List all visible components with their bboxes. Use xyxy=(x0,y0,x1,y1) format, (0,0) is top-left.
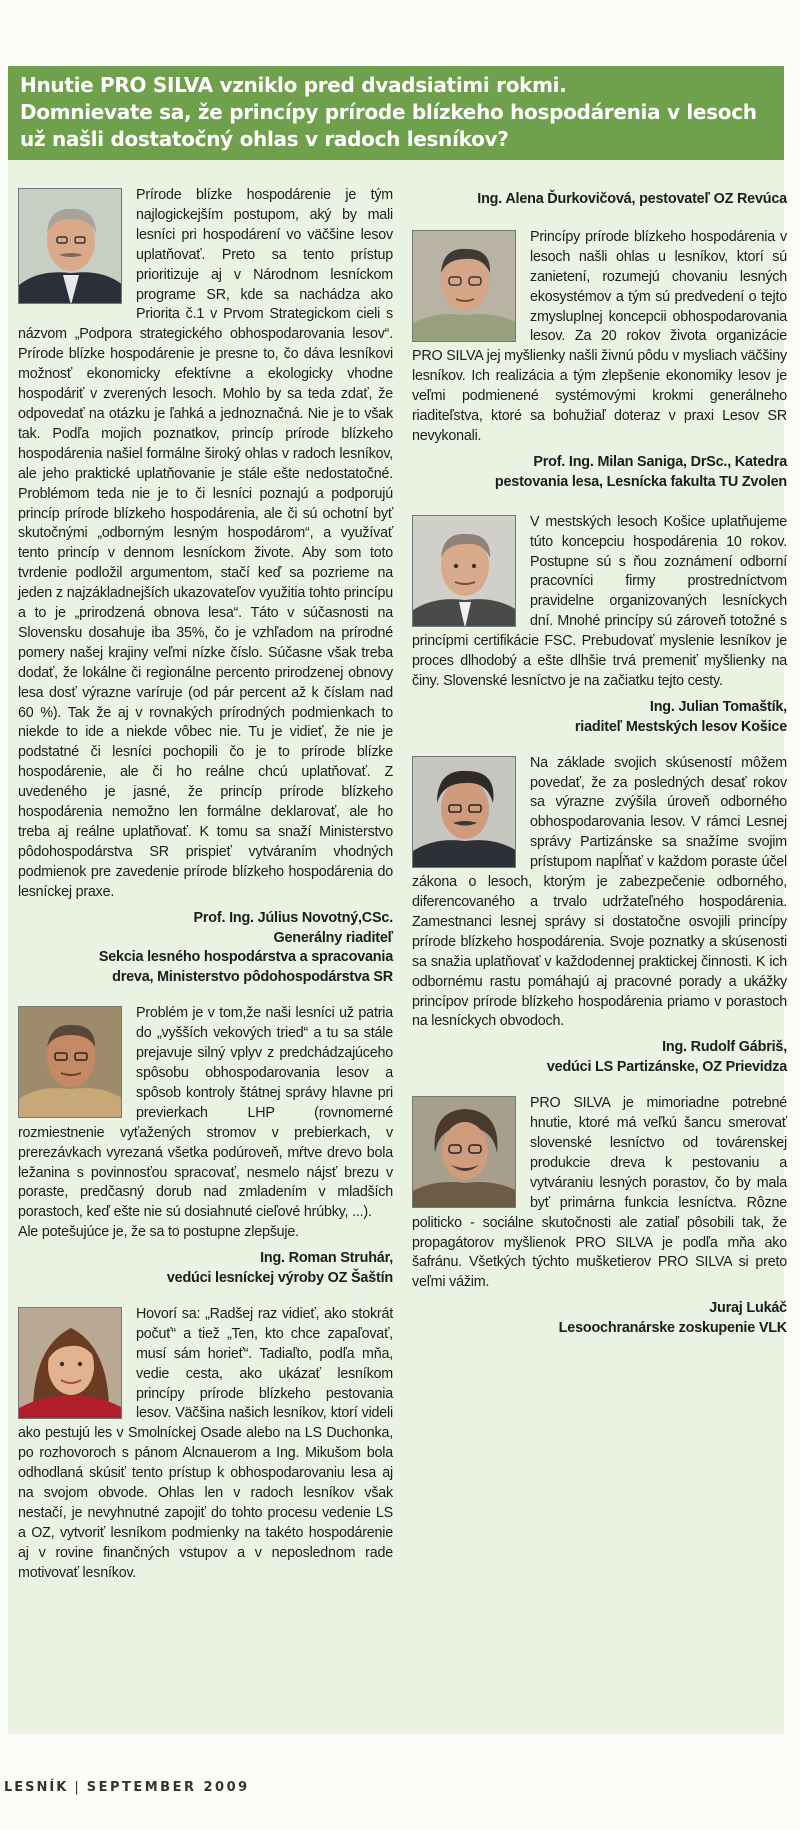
answer-durkovicova xyxy=(18,1305,393,1584)
signature-name: Ing. Alena Ďurkovičová, pestovateľ OZ Revúca xyxy=(477,191,787,207)
question-line-1: Hnutie PRO SILVA vzniklo pred dvadsiatimi rokmi. xyxy=(20,73,567,97)
portrait-photo-saniga xyxy=(412,230,516,342)
portrait-photo-lukac xyxy=(412,1096,516,1208)
spacer xyxy=(412,210,787,228)
signature-name: Ing. Rudolf Gábriš, xyxy=(662,1039,787,1056)
left-column xyxy=(18,186,393,1584)
answer-struhar xyxy=(18,1004,393,1289)
signature xyxy=(18,1249,393,1289)
signature-role: vedúci lesníckej výroby OZ Šaštín xyxy=(166,1270,393,1287)
answer-tomastik xyxy=(412,513,787,738)
portrait-photo-tomastik xyxy=(412,515,516,627)
answer-text: Hovorí sa: „Radšej raz vidieť, ako stokrát počuť“ a tiež „Ten, kto chce zapaľovať, musí sám horieť“. Tadiaľto, podľa mňa, vedie cesta, ako ukázať lesníkom princípy prírode blízkeho pestovania lesov. Väčšina našich lesníkov, ktorí videli ako pestujú les v Smolníckej Osade alebo na LS Duchonka, po rozhovoroch s pánom Alcnauerom a Ing. Mikušom bola odhodlaná skúsiť tento prístup k obhospodarovaniu lesa aj na svojom obvode. Ohlas len v radoch lesníkov však nestačí, je nevyhnutné zapojiť do tohto procesu vedenie LS a OZ, vytvoriť lesníkom podmienky na takéto hospodárenie aj v rovine finančných vstupov a v neposlednom rade motivovať lesníkov. xyxy=(18,1305,393,1581)
answer-text: PRO SILVA je mimoriadne potrebné hnutie, ktoré má veľkú šancu smerovať slovenské lesníctvo od továrenskej produkcie dreva k pestovaniu a vytváraniu lesných porastov, čo by mala byť primárna funkcia lesníctva. Rôzne politicko - sociálne skutočnosti ale zatiaľ pôsobili tak, že propagátorov myšlienok PRO SILVA je podľa mňa ako šafránu. Všetkých týchto mušketierov PRO SILVA si preto veľmi vážim. xyxy=(412,1095,787,1291)
signature-name: Ing. Julian Tomaštík, xyxy=(649,698,787,715)
answer-novotny xyxy=(18,186,393,988)
signature-org: dreva, Ministerstvo pôdohospodárstva SR xyxy=(112,969,393,986)
answer-text: Problém je v tom,že naši lesníci už patria do „vyšších vekových tried“ a tu sa stále prejavuje silný vplyv z predchádzajúceho spôsobu obhospodarovania lesov a spôsob kontroly štátnej správy hlavne pri previerkach LHP (rovnomerné rozmiestnenie vyťažených stromov v prebierkach, v prerezávkach vyrezaná všetka podúroveň, mŕtve drevo bola ležanina s povinnosťou spracovať, nesmelo nájsť brezu v poraste, predčasný dorub nad zmladením v mladších porastoch, keď ešte nie sú dosiahnuté cieľové hrúbky, ...). xyxy=(18,1005,393,1221)
magazine-name: LESNÍK xyxy=(4,1780,69,1795)
answer-text: Na základe svojich skúseností môžem povedať, že za posledných desať rokov sa výrazne zvýšila úroveň odborného obhospodarovania lesov. V rámci Lesnej správy Partizánske sa snažíme svojim prístupom napĺňať v každom poraste účel zákona o lesoch, ktorým je zabezpečenie odborného, diferencovaného a trvalo udržateľného hospodárenia. Zamestnanci lesnej správy si dostatočne osvojili princípy prírode blízkeho hospodárenia. Svoje poznatky a skúsenosti sa snažia uplatňovať v každodennej praktickej činnosti. K ich odbornému rastu pomáhajú aj pracovné porady a ukážky princípov prírode blízkeho hospodárenia priamo v porastoch na lesníckych obvodoch. xyxy=(412,754,787,1030)
answer-text: V mestských lesoch Košice uplatňujeme túto koncepciu hospodárenia 10 rokov. Postupne sú s ňou zoznámení odborní pracovníci firmy prostredníctvom pravidelne organizovaných lesníckych dní. Mnohé princípy sú zároveň totožné s princípmi certifikácie FSC. Prebudovať myslenie lesníkov je proces dlhodobý a ešte dlhšie trvá premeniť myšlienky na činy. Slovenské lesníctvo je na začiatku tejto cesty. xyxy=(412,513,787,689)
spacer xyxy=(412,1078,787,1094)
answer-durkovicova-signature xyxy=(412,190,787,210)
signature-name: Ing. Roman Struhár, xyxy=(260,1250,393,1267)
signature-role: Generálny riaditeľ xyxy=(273,929,393,946)
page-footer xyxy=(4,1780,250,1795)
question-line-2: Domnievate sa, že princípy prírode blízkeho hospodárenia v lesoch xyxy=(20,100,757,124)
portrait-photo-novotny xyxy=(18,188,122,304)
signature xyxy=(412,453,787,493)
signature-role: riaditeľ Mestských lesov Košice xyxy=(574,718,787,735)
signature-name: Juraj Lukáč xyxy=(709,1300,787,1317)
portrait-photo-struhar xyxy=(18,1006,122,1118)
signature xyxy=(412,190,787,210)
spacer xyxy=(18,988,393,1004)
answer-saniga xyxy=(412,228,787,493)
signature-org: Lesoochranárske zoskupenie VLK xyxy=(558,1320,787,1337)
answer-text-closing: Ale potešujúce je, že sa to postupne zlepšuje. xyxy=(18,1224,299,1241)
answer-lukac xyxy=(412,1094,787,1339)
signature xyxy=(412,1299,787,1339)
signature-role: vedúci LS Partizánske, OZ Prievidza xyxy=(546,1059,787,1076)
signature-org: Sekcia lesného hospodárstva a spracovania xyxy=(98,949,393,966)
right-column xyxy=(412,186,787,1339)
signature-role: pestovania lesa, Lesnícka fakulta TU Zvolen xyxy=(494,473,787,490)
portrait-photo-gabris xyxy=(412,756,516,868)
answer-text: Prírode blízke hospodárenie je tým najlogickejším postupom, aký by mali lesníci pri hospodárení vo väčšine lesov uplatňovať. Preto sa tento prístup prioritizuje aj v Národnom lesníckom programe SR, kde sa nachádza ako Priorita č.1 v Prvom Strategickom cieli s názvom „Podpora strategického obhospodarovania lesov“. Prírode blízke hospodárenie je presne to, čo dáva lesníkovi možnosť ekonomicky efektívne a ekologicky vhodne hospodáriť v zverených lesoch. Mohlo by sa teda zdať, že odpovedať na otázku je ľahká a jednoznačná. Nie je to však tak. Podľa mojich poznatkov, princíp prírode blízkeho hospodárenia našiel formálne široký ohlas v radoch lesníkov, ale jeho praktické uplatňovanie je stále ešte nedostatočné. Problémom teda nie je to či lesníci poznajú a podporujú princíp prírode blízkeho hospodárenia, ale či sú ochotní byť skutočnými „odborným lesným hospodárom“, a využívať tento princíp v dennom lesníckom živote. Aby som toto tvrdenie podložil argumentom, stačí keď sa pozrieme na jeden z najzákladnejších ukazovateľov využitia tohto princípu a to je „prirodzená obnova lesa“. Táto v súčasnosti na Slovensku dosahuje iba 35%, čo je vzhľadom na prírodné pomery našej krajiny veľmi nízke číslo. Súčasne však treba dodať, že lokálne či regionálne percento prirodzenej obnovy lesa dosť výrazne varíruje (od pár percent až k číslam nad 60 %). Tak že aj v rovnakých prírodných podmienkach to niekde to ide a niekde vôbec nie. Tu je vidieť, že nie je podstatné či lesníci pochopili čo je to prírode blízke hospodárenie, ale či ho reálne chcú uplatňovať. Z uvedeného je jasné, že princíp prírode blízkeho hospodárenia nemožno len formálne deklarovať, ale ho treba aj reálne uplatňovať. K tomu sa snaží Ministerstvo pôdohospodárstva SR prispieť vytváraním vhodných podmienok pre zavedenie prírode blízkeho hospodárenia do lesníckej praxe. xyxy=(18,187,393,900)
portrait-photo-durkovicova xyxy=(18,1307,122,1419)
spacer xyxy=(18,1289,393,1305)
signature xyxy=(412,698,787,738)
question-line-3: už našli dostatočný ohlas v radoch lesníkov? xyxy=(20,127,509,151)
spacer xyxy=(412,738,787,754)
footer-separator: | xyxy=(74,1780,81,1795)
question-header xyxy=(8,66,784,160)
spacer xyxy=(412,493,787,513)
signature xyxy=(412,1038,787,1078)
answer-text: Princípy prírode blízkeho hospodárenia v lesoch našli ohlas u lesníkov, ktorí sú zanietení, rozumejú chovaniu lesných ekosystémov a tým sú predvedení o tejto zmysluplnej koncepcii obhospodarovania lesov. Za 20 rokov života organizácie PRO SILVA jej myšlienky našli živnú pôdu v mysliach väčšiny lesníkov. Ich realizácia a tým zlepšenie ekonomiky lesov je veľmi podmienené systémovými krokmi generálneho riaditeľstva, ktoré sa bohužiaľ doteraz v praxi Lesov SR nevykonali. xyxy=(412,228,787,444)
issue-date: SEPTEMBER 2009 xyxy=(86,1780,250,1795)
signature-name: Prof. Ing. Július Novotný,CSc. xyxy=(193,909,393,926)
signature xyxy=(18,909,393,989)
answer-gabris xyxy=(412,754,787,1079)
signature-name: Prof. Ing. Milan Saniga, DrSc., Katedra xyxy=(533,453,787,470)
